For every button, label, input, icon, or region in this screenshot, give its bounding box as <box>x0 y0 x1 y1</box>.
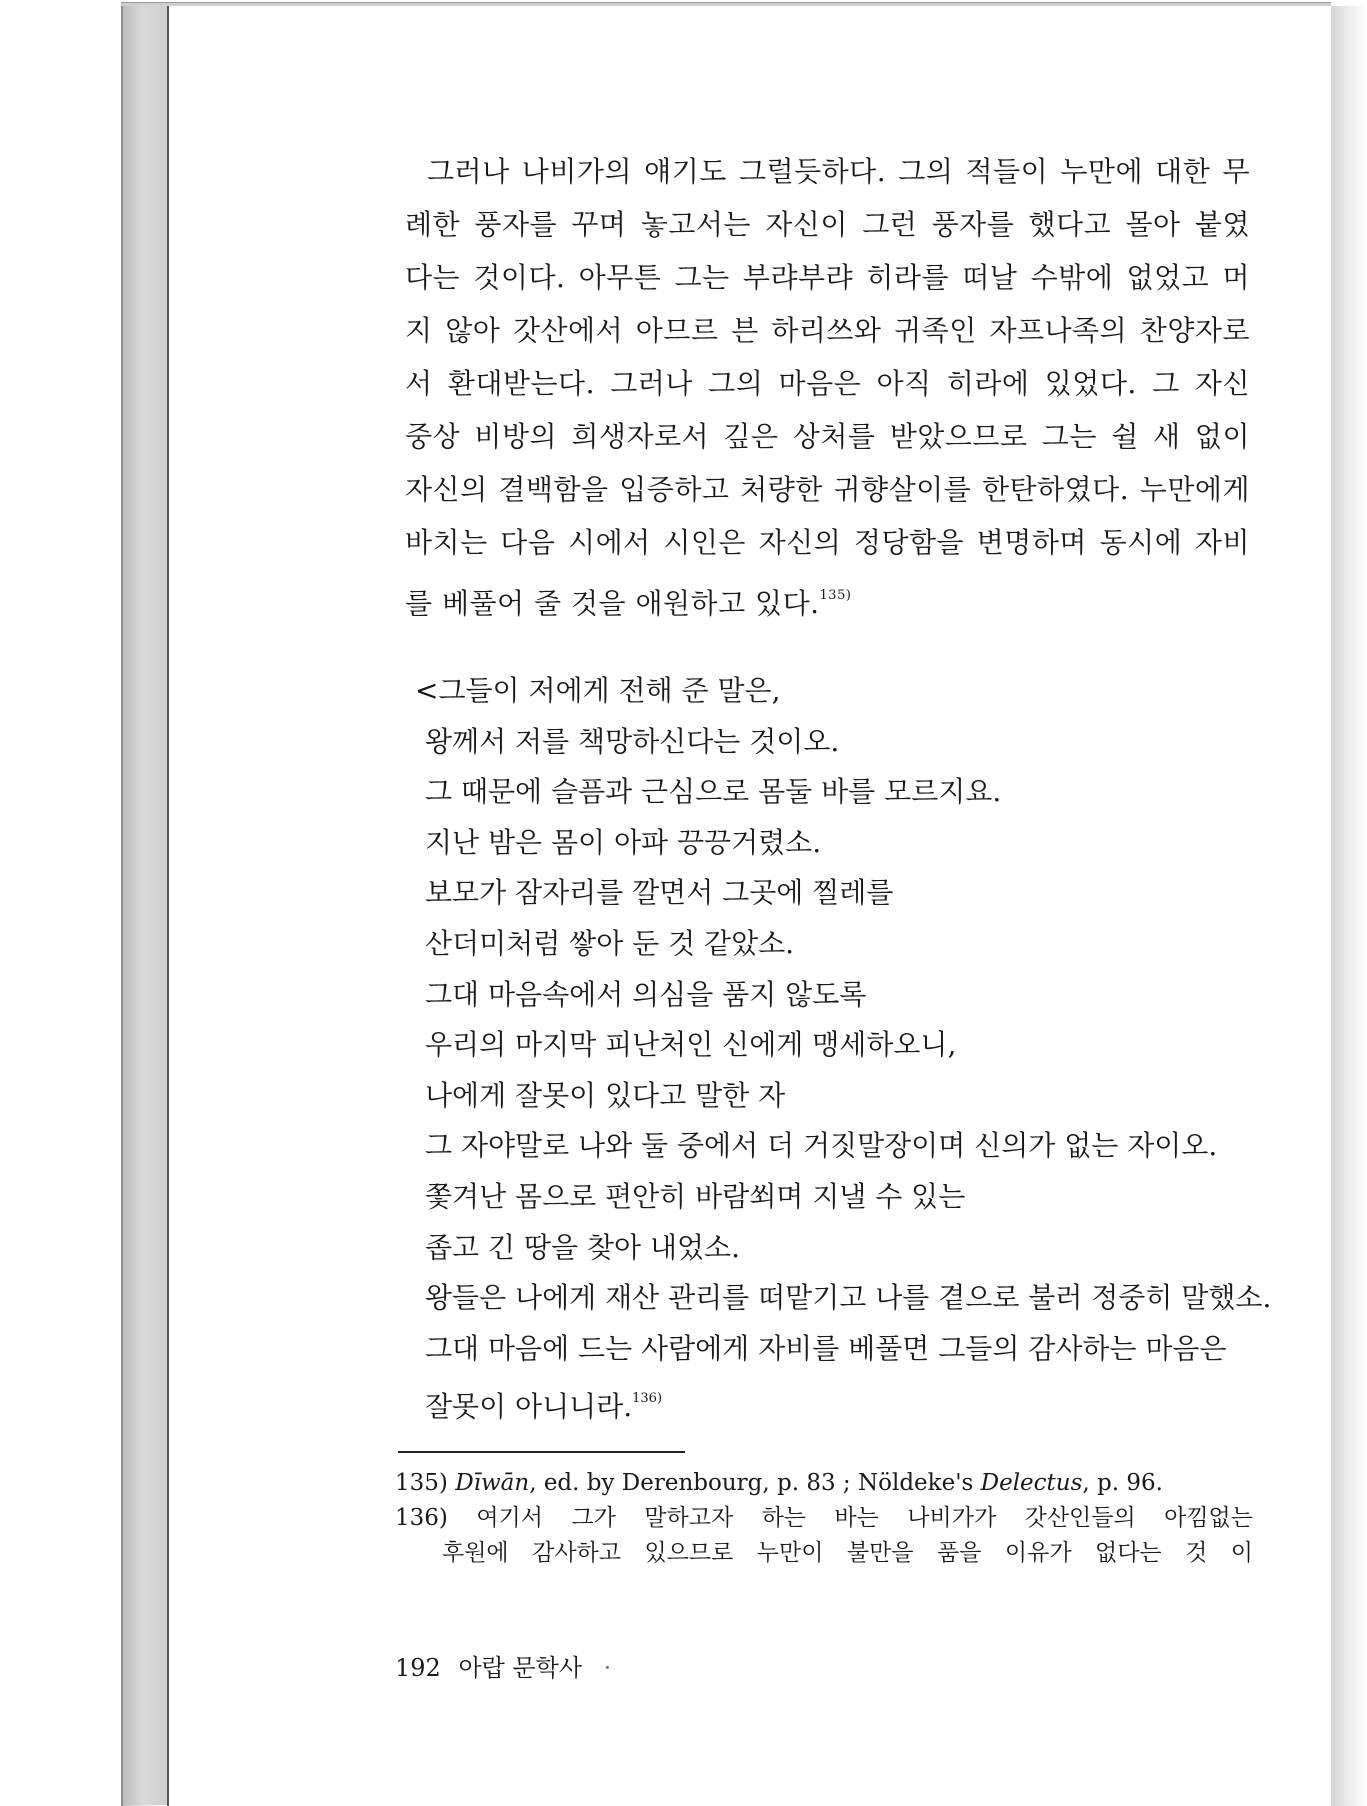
body-line: 례한 풍자를 꾸며 놓고서는 자신이 그런 풍자를 했다고 몰아 붙였 <box>405 208 1250 241</box>
page-footer <box>395 1648 611 1683</box>
footnote-title: Delectus <box>980 1470 1083 1496</box>
poem-line: 그대 마음속에서 의심을 품지 않도록 <box>425 977 867 1011</box>
footnote-number: 135) <box>395 1470 448 1496</box>
poem-block <box>415 666 1272 1425</box>
page-number: 192 <box>395 1654 441 1682</box>
body-line-text: 를 베풀어 줄 것을 애원하고 있다. <box>405 587 820 620</box>
body-line: 그러나 나비가의 얘기도 그럴듯하다. 그의 적들이 누만에 대한 무 <box>427 155 1250 188</box>
poem-line: 보모가 잠자리를 깔면서 그곳에 찔레를 <box>425 876 894 910</box>
body-line: 서 환대받는다. 그러나 그의 마음은 아직 히라에 있었다. 그 자신 <box>405 367 1250 400</box>
poem-line: <그들이 저에게 전해 준 말은, <box>415 674 781 707</box>
poem-line: 좁고 긴 땅을 찾아 내었소. <box>425 1230 740 1264</box>
footer-mark: · <box>603 1654 612 1682</box>
page-edge-shadow <box>1331 6 1367 1806</box>
poem-line: 왕께서 저를 책망하신다는 것이오. <box>425 724 840 758</box>
poem-line: 왕들은 나에게 재산 관리를 떠맡기고 나를 곁으로 불러 정중히 말했소. <box>425 1281 1272 1315</box>
poem-line: 우리의 마지막 피난처인 신에게 맹세하오니, <box>425 1028 957 1062</box>
poem-line: 그 자야말로 나와 둘 중에서 더 거짓말장이며 신의가 없는 자이오. <box>425 1129 1218 1163</box>
footnote-text: , ed. by Derenbourg, p. 83 ; Nöldeke's <box>529 1470 981 1496</box>
poem-line: 쫓겨난 몸으로 편안히 바람쐬며 지낼 수 있는 <box>425 1179 966 1213</box>
footnote-text: 여기서 그가 말하고자 하는 바는 나비가가 갓산인들의 아낌없는 <box>476 1505 1253 1531</box>
poem-line: 나에게 잘못이 있다고 말한 자 <box>425 1078 786 1112</box>
footnotes <box>395 1466 1253 1571</box>
footnote-ref-136[interactable]: 136) <box>632 1391 663 1407</box>
body-line: 다는 것이다. 아무튼 그는 부랴부랴 히라를 떠날 수밖에 없었고 머 <box>405 261 1250 294</box>
footnote-136-cont: 후원에 감사하고 있으므로 누만이 불만을 품을 이유가 없다는 것 이 <box>442 1540 1253 1566</box>
footnote-number: 136) <box>395 1505 448 1531</box>
footnote-text: , p. 96. <box>1082 1470 1163 1496</box>
body-line: 자신의 결백함을 입증하고 처량한 귀향살이를 한탄하였다. 누만에게 <box>405 473 1250 506</box>
running-title: 아랍 문학사 <box>458 1654 583 1682</box>
footnote-ref-135[interactable]: 135) <box>819 588 852 603</box>
footnote-136 <box>395 1501 1253 1536</box>
poem-line-text: 잘못이 아니니라. <box>425 1390 633 1424</box>
body-line: 중상 비방의 희생자로서 깊은 상처를 받았으므로 그는 쉴 새 없이 <box>405 420 1250 453</box>
footnote-divider <box>398 1451 685 1453</box>
body-line: 바치는 다음 시에서 시인은 자신의 정당함을 변명하며 동시에 자비 <box>405 526 1250 559</box>
footnote-135 <box>395 1466 1253 1501</box>
body-paragraph <box>405 145 1250 622</box>
book-spine <box>121 5 167 1806</box>
poem-line: 지난 밤은 몸이 아파 끙끙거렸소. <box>425 825 822 859</box>
footnote-title: Dīwān <box>455 1470 530 1496</box>
poem-line: 산더미처럼 쌓아 둔 것 같았소. <box>425 926 795 960</box>
poem-line: 그 때문에 슬픔과 근심으로 몸둘 바를 모르지요. <box>425 775 1002 809</box>
poem-line: 그대 마음에 드는 사람에게 자비를 베풀면 그들의 감사하는 마음은 <box>425 1331 1227 1365</box>
poem-line-last <box>425 1374 1270 1425</box>
body-line: 지 않아 갓산에서 아므르 븐 하리쓰와 귀족인 자프나족의 찬양자로 <box>405 314 1250 347</box>
body-line-last <box>405 569 1250 622</box>
